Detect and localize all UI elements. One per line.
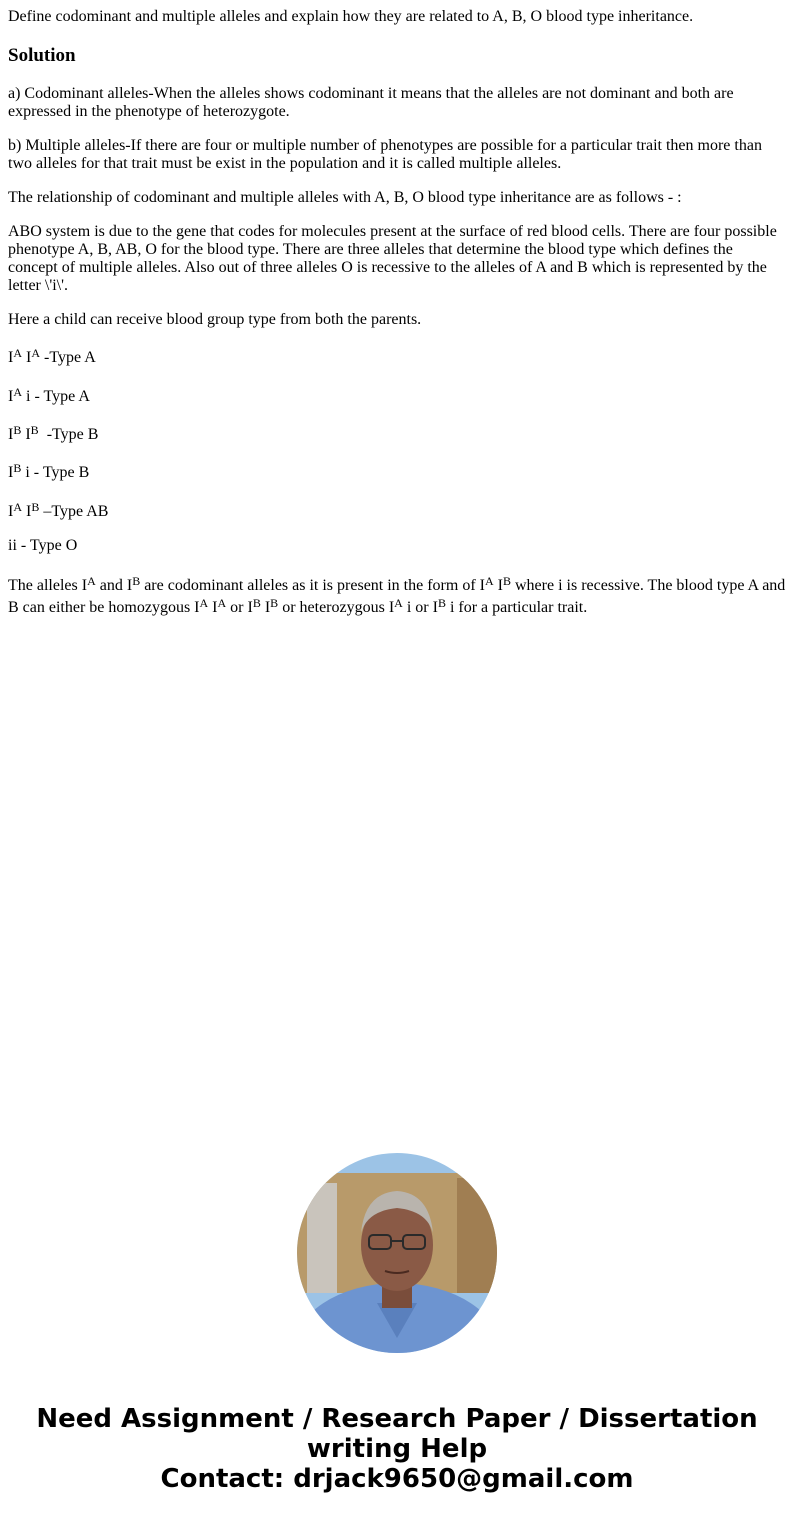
footer-contact: Contact: drjack9650@gmail.com [160,1464,634,1494]
codominant-paragraph: a) Codominant alleles-When the alleles shows codominant it means that the alleles are not dominant and both are expressed in the phenotype of heterozygote. [8,85,734,120]
abo-paragraph: ABO system is due to the gene that codes for molecules present at the surface of red blood cells. There are four possible phenotype A, B, AB, O for the blood type. There are three alleles that determine the blood type which defines the concept of multiple alleles. Also out of three alleles O is recessive to the alleles of A and B which is represented by the letter \'i\'. [8,223,777,294]
solution-heading: Solution [8,45,76,66]
footer-banner [0,1404,794,1494]
genotype-line: $I^B$ $I^B$ -Type B [8,423,99,443]
conclusion-paragraph: The alleles $I^A$ and $I^B$ are codominant alleles as it is present in the form of $I^A$ $I^B$ where i is recessive. The blood type A and B can either be homozygous $I^A$ $I^A$ or $I^B$ $I^B$ or heterozygous $I^A$ i or $I^B$ i for a particular trait. [8,574,786,616]
genotype-line: $I^A$ $I^B$ –Type AB [8,500,109,520]
relationship-paragraph: The relationship of codominant and multiple alleles with A, B, O blood type inheritance are as follows - : [8,189,682,206]
author-portrait [297,1153,497,1353]
author-avatar [297,1153,497,1353]
child-paragraph: Here a child can receive blood group type from both the parents. [8,311,422,328]
genotype-line: $I^B$ i - Type B [8,461,90,481]
genotype-line: $I^A$ i - Type A [8,385,90,405]
multiple-alleles-paragraph: b) Multiple alleles-If there are four or multiple number of phenotypes are possible for a particular trait then more than two alleles for that trait must be exist in the population and it is called multiple alleles. [8,137,762,172]
question-text: Define codominant and multiple alleles and explain how they are related to A, B, O blood type inheritance. [8,8,694,25]
footer-line: Need Assignment / Research Paper / Dissertation [36,1404,758,1434]
genotype-line: $I^A$ $I^A$ -Type A [8,346,96,366]
footer-line: writing Help [306,1434,488,1464]
genotype-o-line: ii - Type O [8,537,78,554]
